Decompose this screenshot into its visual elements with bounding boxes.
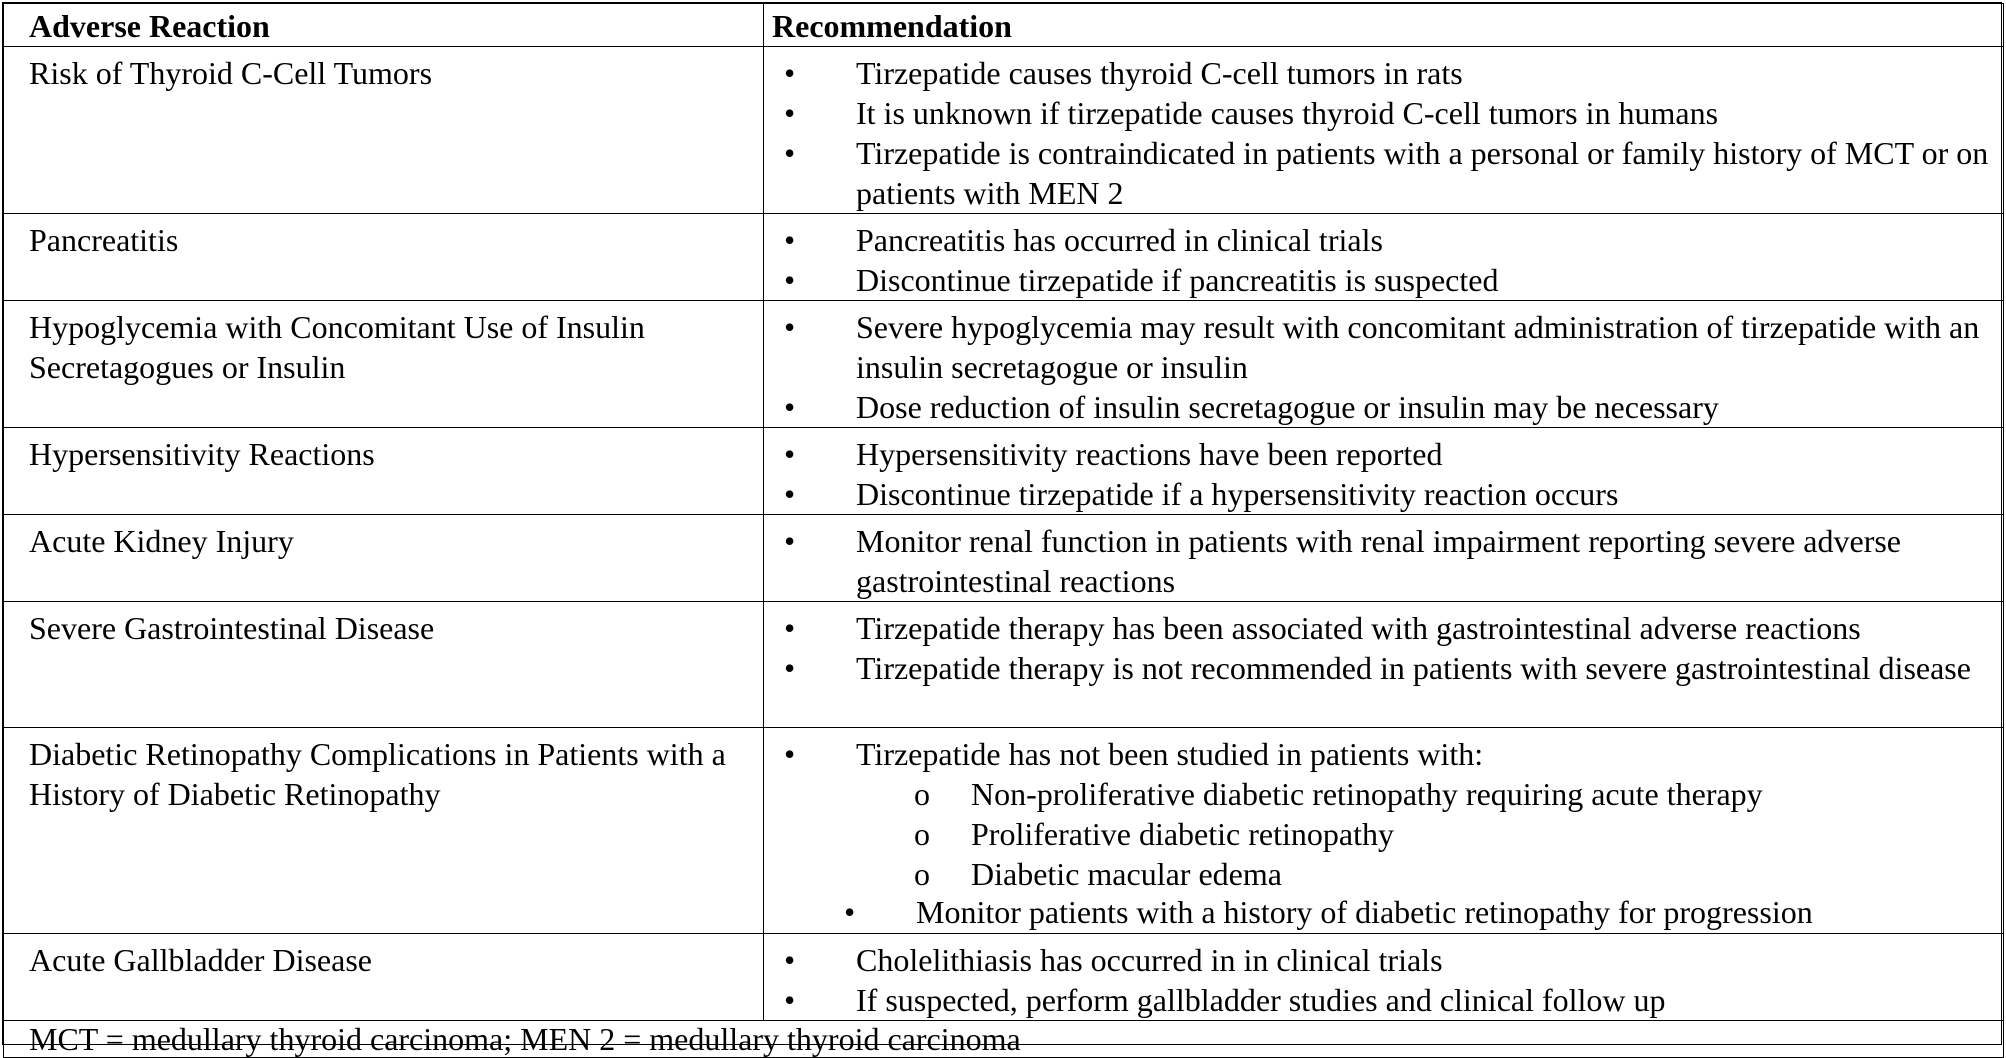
recommendation-cell <box>764 728 2004 934</box>
recommendation-cell <box>764 515 2004 602</box>
sub-list-item: o Non-proliferative diabetic retinopathy requiring acute therapy <box>764 774 1991 814</box>
table-row <box>4 47 2004 214</box>
list-item: • It is unknown if tirzepatide causes thyroid C-cell tumors in humans <box>764 93 1991 133</box>
list-item: • Discontinue tirzepatide if a hypersensitivity reaction occurs <box>764 474 1991 514</box>
list-item: • Severe hypoglycemia may result with concomitant administration of tirzepatide with an insulin secretagogue or insulin <box>764 307 1991 387</box>
header-adverse-reaction: Adverse Reaction <box>4 4 764 47</box>
list-item: • Pancreatitis has occurred in clinical trials <box>764 220 1991 260</box>
list-item: • Tirzepatide therapy is not recommended in patients with severe gastrointestinal disease <box>764 648 1991 688</box>
table-row <box>4 301 2004 428</box>
list-item <box>764 734 1991 894</box>
table-row <box>4 934 2004 1021</box>
reaction-cell: Hypoglycemia with Concomitant Use of Insulin Secretagogues or Insulin <box>4 301 764 428</box>
recommendation-cell <box>764 214 2004 301</box>
recommendation-cell <box>764 47 2004 214</box>
reaction-cell: Hypersensitivity Reactions <box>4 428 764 515</box>
table-row <box>4 728 2004 934</box>
footnote: MCT = medullary thyroid carcinoma; MEN 2 = medullary thyroid carcinoma <box>4 1021 2004 1058</box>
reaction-cell: Risk of Thyroid C-Cell Tumors <box>4 47 764 214</box>
list-item-text: Tirzepatide has not been studied in patients with: <box>856 736 1484 772</box>
reaction-cell: Acute Gallbladder Disease <box>4 934 764 1021</box>
table-row <box>4 602 2004 728</box>
recommendation-cell <box>764 301 2004 428</box>
reaction-cell: Pancreatitis <box>4 214 764 301</box>
list-item: • Monitor patients with a history of diabetic retinopathy for progression <box>764 894 1991 930</box>
list-item: • Cholelithiasis has occurred in in clinical trials <box>764 940 1991 980</box>
header-recommendation: Recommendation <box>764 4 2004 47</box>
recommendation-cell <box>764 602 2004 728</box>
reaction-cell: Severe Gastrointestinal Disease <box>4 602 764 728</box>
adverse-reactions-table <box>2 2 2002 1057</box>
list-item: • Monitor renal function in patients with renal impairment reporting severe adverse gastrointestinal reactions <box>764 521 1991 601</box>
sub-list-item: o Proliferative diabetic retinopathy <box>764 814 1991 854</box>
list-item: • Tirzepatide causes thyroid C-cell tumors in rats <box>764 53 1991 93</box>
sub-list-item: o Diabetic macular edema <box>764 854 1991 894</box>
list-item: • Discontinue tirzepatide if pancreatitis is suspected <box>764 260 1991 300</box>
reaction-cell: Acute Kidney Injury <box>4 515 764 602</box>
list-item: • Hypersensitivity reactions have been reported <box>764 434 1991 474</box>
list-item: • Dose reduction of insulin secretagogue or insulin may be necessary <box>764 387 1991 427</box>
table-row <box>4 214 2004 301</box>
table-row <box>4 428 2004 515</box>
list-item: • Tirzepatide is contraindicated in patients with a personal or family history of MCT or on patients with MEN 2 <box>764 133 1991 213</box>
recommendation-cell <box>764 428 2004 515</box>
reaction-cell: Diabetic Retinopathy Complications in Patients with a History of Diabetic Retinopathy <box>4 728 764 934</box>
recommendation-cell <box>764 934 2004 1021</box>
table-row <box>4 515 2004 602</box>
list-item: • Tirzepatide therapy has been associated with gastrointestinal adverse reactions <box>764 608 1991 648</box>
list-item: • If suspected, perform gallbladder studies and clinical follow up <box>764 980 1991 1020</box>
